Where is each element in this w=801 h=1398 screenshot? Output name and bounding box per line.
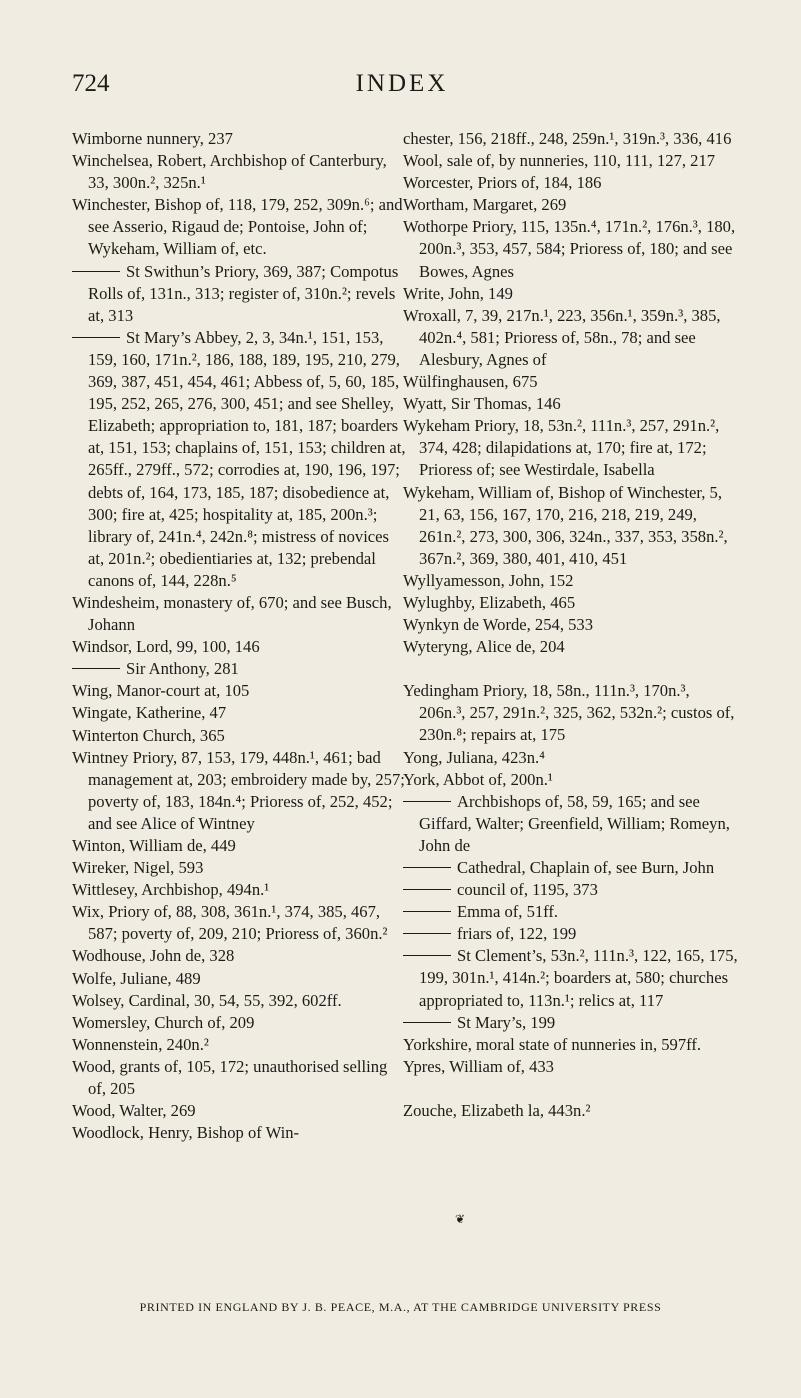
entry-text: Wroxall, 7, 39, 217n.¹, 223, 356n.¹, 359n.³, 385, 402n.⁴, 581; Prioress of, 58n., 78; and see Alesbury, Agnes of [403,305,721,369]
index-entry [72,1012,407,1034]
index-entry [72,725,407,747]
repeat-dash [72,337,120,338]
entry-text: Wodhouse, John de, 328 [72,946,235,966]
index-entry [72,945,407,967]
index-subentry [403,945,738,1011]
index-entry [72,636,407,658]
index-entry [403,283,738,305]
entry-text: Wingate, Katherine, 47 [72,703,227,723]
index-entry [403,747,738,769]
index-entry [72,1056,407,1100]
entry-text: Windesheim, monastery of, 670; and see Busch, Johann [72,592,392,635]
repeat-dash [72,668,120,669]
entry-text: Winchester, Bishop of, 118, 179, 252, 309n.⁶; and see Asserio, Rigaud de; Pontoise, John of; Wykeham, William of, etc. [72,195,403,259]
index-subentry [403,901,738,923]
entry-text: council of, 1195, 373 [457,880,598,900]
index-entry [72,150,407,194]
index-entry [72,1122,407,1144]
index-column-right [403,128,738,1122]
index-entry [72,990,407,1012]
entry-text: Yedingham Priory, 18, 58n., 111n.³, 170n.³, 206n.³, 257, 291n.², 325, 362, 532n.²; custos of, 230n.⁸; repairs at, 175 [403,681,735,745]
index-subentry [403,1012,738,1034]
index-entry [403,194,738,216]
index-entry [403,614,738,636]
repeat-dash [403,801,451,802]
entry-text: Emma of, 51ff. [457,902,559,922]
index-subentry [403,791,738,857]
index-entry [403,482,738,570]
entry-text: Yorkshire, moral state of nunneries in, 597ff. [403,1034,702,1054]
index-entry [403,216,738,282]
index-entry [72,680,407,702]
entry-text: Yong, Juliana, 423n.⁴ [403,747,545,767]
entry-text: Wonnenstein, 240n.² [72,1034,209,1054]
ornament-mark: ❦ [455,1212,466,1226]
entry-text: Archbishops of, 58, 59, 165; and see Giffard, Walter; Greenfield, William; Romeyn, John de [419,791,730,855]
entry-text: Winchelsea, Robert, Archbishop of Canterbury, 33, 300n.², 325n.¹ [72,151,387,193]
index-entry [403,1034,738,1056]
entry-text: Wood, grants of, 105, 172; unauthorised selling of, 205 [72,1056,388,1099]
entry-text: Zouche, Elizabeth la, 443n.² [403,1100,591,1120]
entry-text: Woodlock, Henry, Bishop of Win- [72,1123,300,1143]
index-entry [72,879,407,901]
repeat-dash [403,889,451,890]
index-entry [403,371,738,393]
index-entry [403,592,738,614]
index-entry [403,150,738,172]
index-entry [72,901,407,945]
repeat-dash [403,955,451,956]
index-entry [72,592,407,636]
entry-text: Wynkyn de Worde, 254, 533 [403,615,594,635]
index-entry [403,570,738,592]
entry-text: Wireker, Nigel, 593 [72,858,204,878]
entry-text: Wood, Walter, 269 [72,1101,196,1121]
index-subentry [403,923,738,945]
entry-text: Wyteryng, Alice de, 204 [403,637,565,657]
index-entry [403,172,738,194]
entry-text: St Swithun’s Priory, 369, 387; Compotus Rolls of, 131n., 313; register of, 310n.²; revels at, 313 [88,261,399,325]
index-subentry [72,261,407,327]
entry-text: Windsor, Lord, 99, 100, 146 [72,637,260,657]
entry-text: Wylughby, Elizabeth, 465 [403,592,576,612]
entry-text: Worcester, Priors of, 184, 186 [403,173,602,193]
entry-text: Wykeham Priory, 18, 53n.², 111n.³, 257, 291n.², 374, 428; dilapidations at, 170; fire at, 172; Prioress of; see Westirdale, Isabella [403,416,720,480]
entry-text: friars of, 122, 199 [457,924,577,944]
entry-text: Wool, sale of, by nunneries, 110, 111, 127, 217 [403,151,716,171]
index-entry [72,835,407,857]
entry-text: Wortham, Margaret, 269 [403,195,567,215]
entry-text: St Clement’s, 53n.², 111n.³, 122, 165, 175, 199, 301n.¹, 414n.²; boarders at, 580; churches appropriated to, 113n.¹; relics at, 117 [419,946,738,1010]
entry-text: Wing, Manor-court at, 105 [72,681,250,701]
section-gap [403,658,738,680]
index-entry [72,1100,407,1122]
index-subentry [72,327,407,592]
entry-text: Wolfe, Juliane, 489 [72,968,201,988]
index-entry [403,769,738,791]
index-subentry [403,857,738,879]
entry-text: St Mary’s Abbey, 2, 3, 34n.¹, 151, 153, 159, 160, 171n.², 186, 188, 189, 195, 210, 279, 369, 387, 451, 454, 461; Abbess of, 5, 60, 185, 195, 252, 265, 276, 300, 451; and see Shelley, Elizabeth; appropriation to, 181, 187; boarders at, 151, 153; chaplains of, 151, 153; children at, 265ff., 279ff., 572; corrodies at, 190, 196, 197; debts of, 164, 173, 185, 187; disobedience at, 300; fire at, 425; hospitality at, 185, 200n.³; library of, 241n.⁴, 242n.⁸; mistress of novices at, 201n.²; obedientiaries at, 132; prebendal canons of, 144, 228n.⁵ [88,327,406,590]
index-entry [72,194,407,260]
entry-text: Wülfinghausen, 675 [403,372,538,392]
printer-imprint: PRINTED IN ENGLAND BY J. B. PEACE, M.A., AT THE CAMBRIDGE UNIVERSITY PRESS [139,1300,662,1314]
entry-text: Wittlesey, Archbishop, 494n.¹ [72,880,270,900]
index-entry [72,702,407,724]
index-entry [72,747,407,835]
entry-text: Wyatt, Sir Thomas, 146 [403,394,561,414]
entry-text: Wintney Priory, 87, 153, 179, 448n.¹, 461; bad management at, 203; embroidery made by, 257; poverty of, 183, 184n.⁴; Prioress of, 252, 452; and see Alice of Wintney [72,747,405,833]
repeat-dash [403,867,451,868]
entry-text: Ypres, William of, 433 [403,1056,554,1076]
page-header [72,70,732,102]
entry-text: Wothorpe Priory, 115, 135n.⁴, 171n.², 176n.³, 180, 200n.³, 353, 457, 584; Prioress of, 180; and see Bowes, Agnes [403,217,736,281]
entry-text: Wolsey, Cardinal, 30, 54, 55, 392, 602ff. [72,990,342,1010]
index-entry [403,1100,738,1122]
page-number: 724 [72,70,110,97]
entry-text: Wykeham, William of, Bishop of Winchester, 5, 21, 63, 156, 167, 170, 216, 218, 219, 249, 261n.², 273, 300, 306, 324n., 337, 353, 358n.², 367n.², 369, 380, 401, 410, 451 [403,482,728,568]
index-entry [403,415,738,481]
repeat-dash [403,1022,451,1023]
entry-text: Cathedral, Chaplain of, see Burn, John [457,858,715,877]
repeat-dash [403,911,451,912]
section-gap [403,1078,738,1100]
index-entry [403,680,738,746]
index-entry [403,636,738,658]
entry-text: Wimborne nunnery, 237 [72,129,233,148]
repeat-dash [72,271,120,272]
entry-text: York, Abbot of, 200n.¹ [403,769,553,789]
index-entry [403,305,738,371]
entry-text: Wyllyamesson, John, 152 [403,570,574,590]
index-column-left [72,128,407,1144]
index-subentry [403,879,738,901]
page-title: INDEX [355,70,449,97]
index-entry [72,1034,407,1056]
entry-text: Winton, William de, 449 [72,836,236,855]
index-subentry [72,658,407,680]
entry-text: Write, John, 149 [403,283,513,303]
index-entry [72,128,407,150]
entry-text: Winterton Church, 365 [72,725,225,745]
entry-text: St Mary’s, 199 [457,1012,556,1032]
repeat-dash [403,933,451,934]
entry-text: Wix, Priory of, 88, 308, 361n.¹, 374, 385, 467, 587; poverty of, 209, 210; Prioress of, 360n.² [72,902,388,944]
index-entry [403,128,738,150]
index-entry [403,393,738,415]
index-entry [403,1056,738,1078]
index-entry [72,857,407,879]
entry-text: Sir Anthony, 281 [126,659,239,679]
entry-text: chester, 156, 218ff., 248, 259n.¹, 319n.³, 336, 416 [403,129,732,148]
index-entry [72,968,407,990]
entry-text: Womersley, Church of, 209 [72,1012,255,1032]
